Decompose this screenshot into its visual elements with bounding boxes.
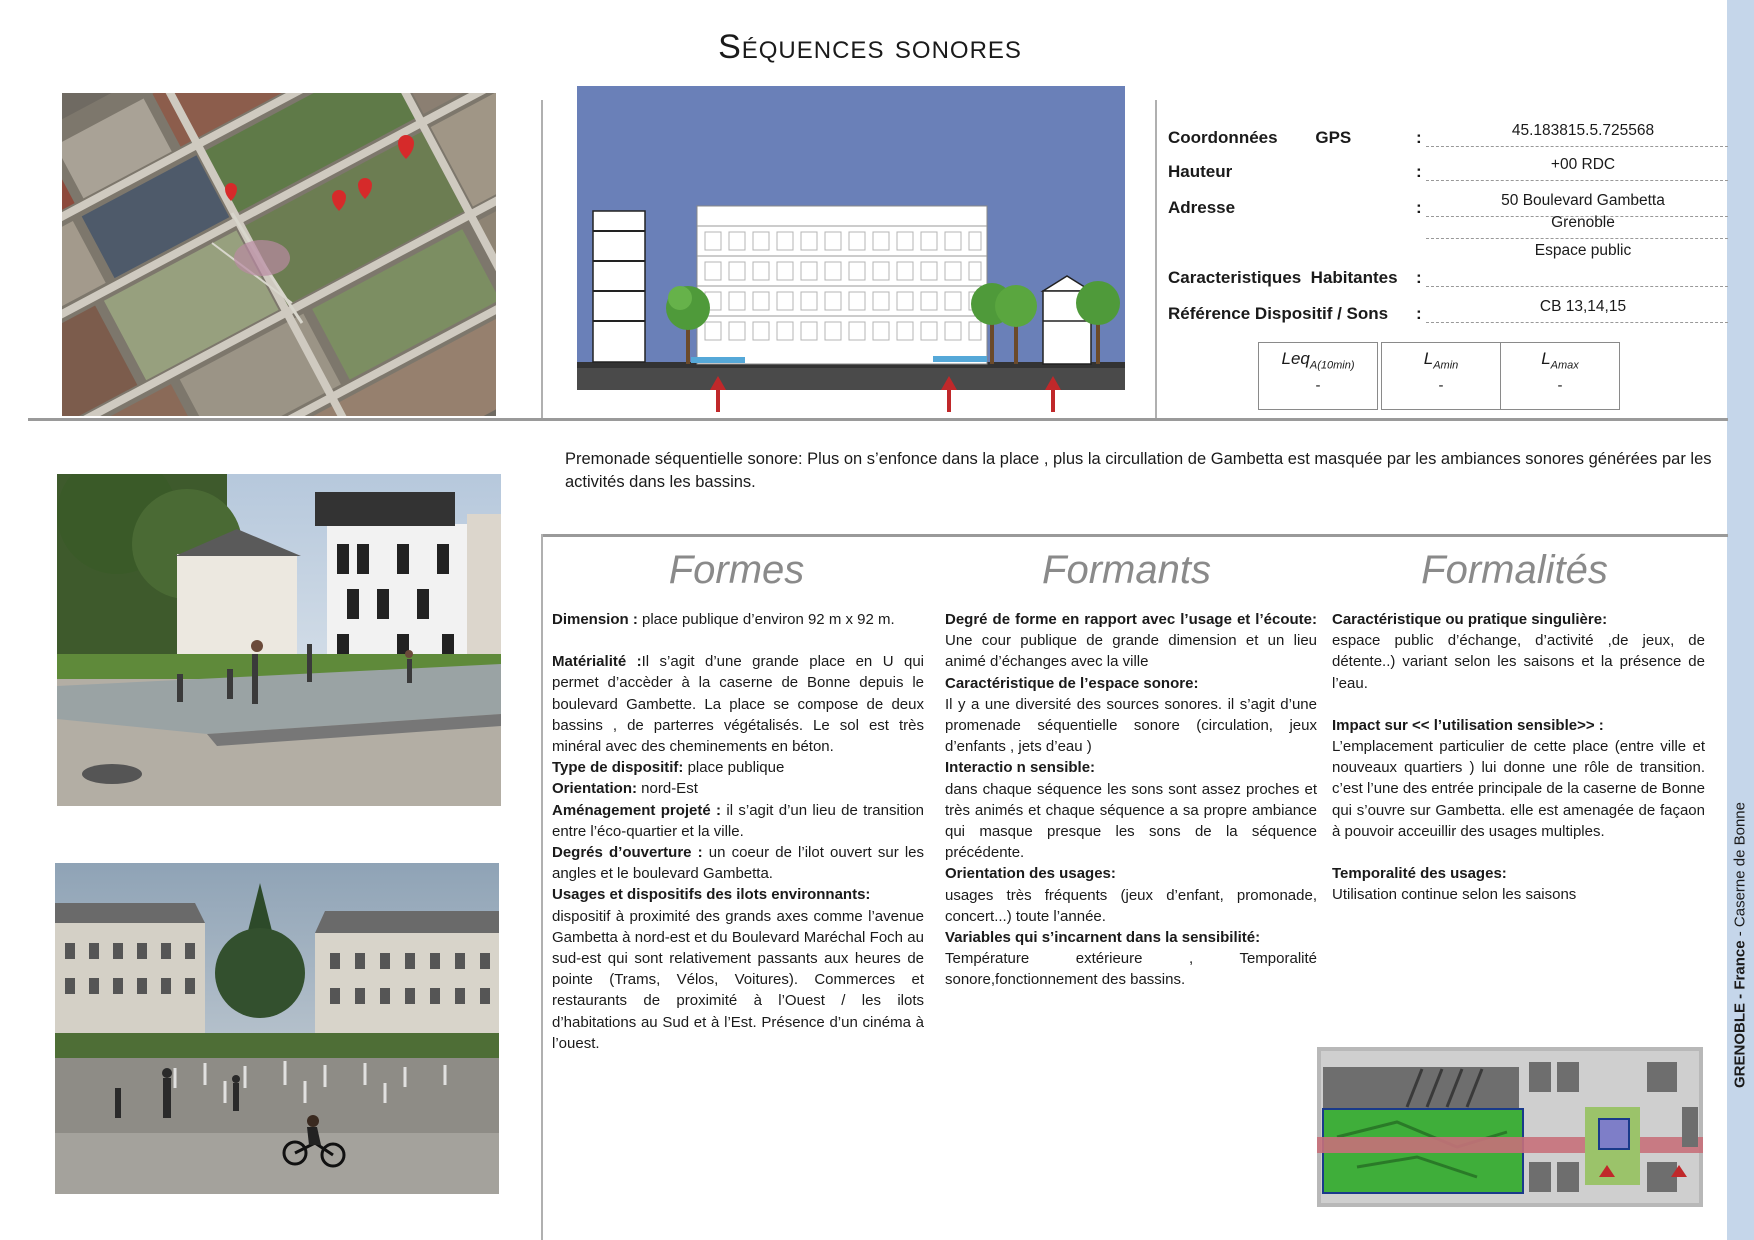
side-label: GRENOBLE - France - Caserne de Bonne [1731,802,1749,1088]
formants-orientation-label: Orientation des usages: [945,865,1116,883]
page-title: Séquences sonores [718,28,1022,66]
column-formes [552,609,924,1054]
col-title-formants: Formants [1042,548,1211,592]
formalites-impact-label: Impact sur << l’utilisation sensible>> : [1332,716,1604,734]
formalites-caract-text: espace public d’échange, d’activité ,de jeux, de détente..) variant selon les saisons et la présence de l’eau. [1332,632,1705,692]
formes-type: Type de dispositif: place publique [552,759,785,777]
formes-usages-text: dispositif à proximité des grands axes comme l’avenue Gambetta à nord-est et du Boulevard Maréchal Foch au sud-est qui sont relativement passants aux heures de pointe (Trams, Vélos, Voitures). Commerces et restaurants de proximité à l’Ouest / les ilots d’habitations au Sud et à l’Est. Présence d’un cinéma à l’ouest. [552,907,924,1052]
formalites-temporalite-label: Temporalité des usages: [1332,865,1507,883]
level-box-leq: Leq$_{A(10min)}$ - [1258,342,1378,410]
aerial-map-image [62,93,496,416]
photo-fountains-plaza [55,863,499,1194]
photo-basin-building [57,474,501,806]
col-title-formalites: Formalités [1421,548,1608,592]
vertical-divider-info [1155,100,1157,418]
mid-divider [542,534,1728,537]
formants-orientation-text: usages très fréquents (jeux d’enfant, promonade, concert...) toute l’année. [945,886,1317,925]
level-box-lamin: $L_{Amin}$ - [1381,342,1501,410]
formants-caract-text: Il y a une diversité des sources sonores. il s’agit d’une promenade séquentielle sonore (circulation, jeux d’enfants , jets d’eau ) [945,695,1317,756]
column-formants [945,609,1317,991]
formes-usages: Usages et dispositifs des ilots environnants: [552,886,871,904]
formes-orientation: Orientation: nord-Est [552,780,698,798]
section-drawing [577,86,1125,414]
formants-interaction-label: Interactio n sensible: [945,759,1096,777]
formes-materialite: Matérialité :Il s’agit d’une grande place en U qui permet d’accèder à la caserne de Bonne depuis le boulevard Gambette. La place se compose de deux bassins , de parterres végétalisés. Le sol est très minéral avec des cheminements en béton. [552,653,924,756]
formants-caract-label: Caractéristique de l’espace sonore: [945,674,1199,692]
vertical-divider-bottom [541,534,543,1240]
info-espace: Espace public [1534,242,1632,259]
formants-interaction-text: dans chaque séquence les sons sont assez proches et très animés et chaque séquence a sa propre ambiance qui masque presque les sons de la séquence précédente. [945,780,1317,862]
formes-amenagement: Aménagement projeté : il s’agit d’un lieu de transition entre l’éco-quartier et la ville. [552,801,924,840]
formalites-impact-text: L’emplacement particulier de cette place (entre ville et nouveaux quartiers ) lui donne une rôle de transition. c’est l’une des entrée principale de la caserne de Bonne qui s’ouvre sur Gambetta. elle est amenagée de façaon à pouvoir acceuillir des usages multiples. [1332,738,1705,840]
site-plan-image [1317,1047,1703,1207]
info-caracteristiques: Caracteristiques Habitantes : [1168,268,1728,296]
vertical-divider-top [541,100,543,418]
info-reference: Référence Dispositif / Sons : CB 13,14,15 [1168,304,1728,332]
formants-degre: Degré de forme en rapport avec l’usage et l’écoute: Une cour publique de grande dimension et un lieu animé d’échanges avec la ville [945,611,1317,671]
level-box-lamax: $L_{Amax}$ - [1500,342,1620,410]
info-hauteur: Hauteur : +00 RDC [1168,162,1728,190]
intro-text: Premonade séquentielle sonore: Plus on s’enfonce dans la place , plus la circullation de Gambetta est masquée par les ambiances sonores générées par les activités dans les bassins. [565,450,1712,491]
formalites-caract-label: Caractéristique ou pratique singulière: [1332,611,1608,628]
formants-variables-text: Température extérieure , Temporalité sonore,fonctionnement des bassins. [945,950,1317,989]
info-adresse: Adresse : 50 Boulevard Gambetta [1168,198,1728,226]
formalites-temporalite-text: Utilisation continue selon les saisons [1332,886,1577,904]
top-divider [28,418,1728,421]
formes-degres: Degrés d’ouverture : un coeur de l’ilot ouvert sur les angles et le boulevard Gambetta. [552,844,924,883]
info-gps: Coordonnées GPS : 45.183815.5.725568 [1168,128,1728,156]
info-adresse-line2: Grenoble [1168,220,1728,248]
col-title-formes: Formes [668,548,805,592]
formes-dimension: Dimension : place publique d’environ 92 m x 92 m. [552,611,895,628]
column-formalites [1332,609,1705,905]
formants-variables-label: Variables qui s’incarnent dans la sensibilité: [945,929,1261,947]
